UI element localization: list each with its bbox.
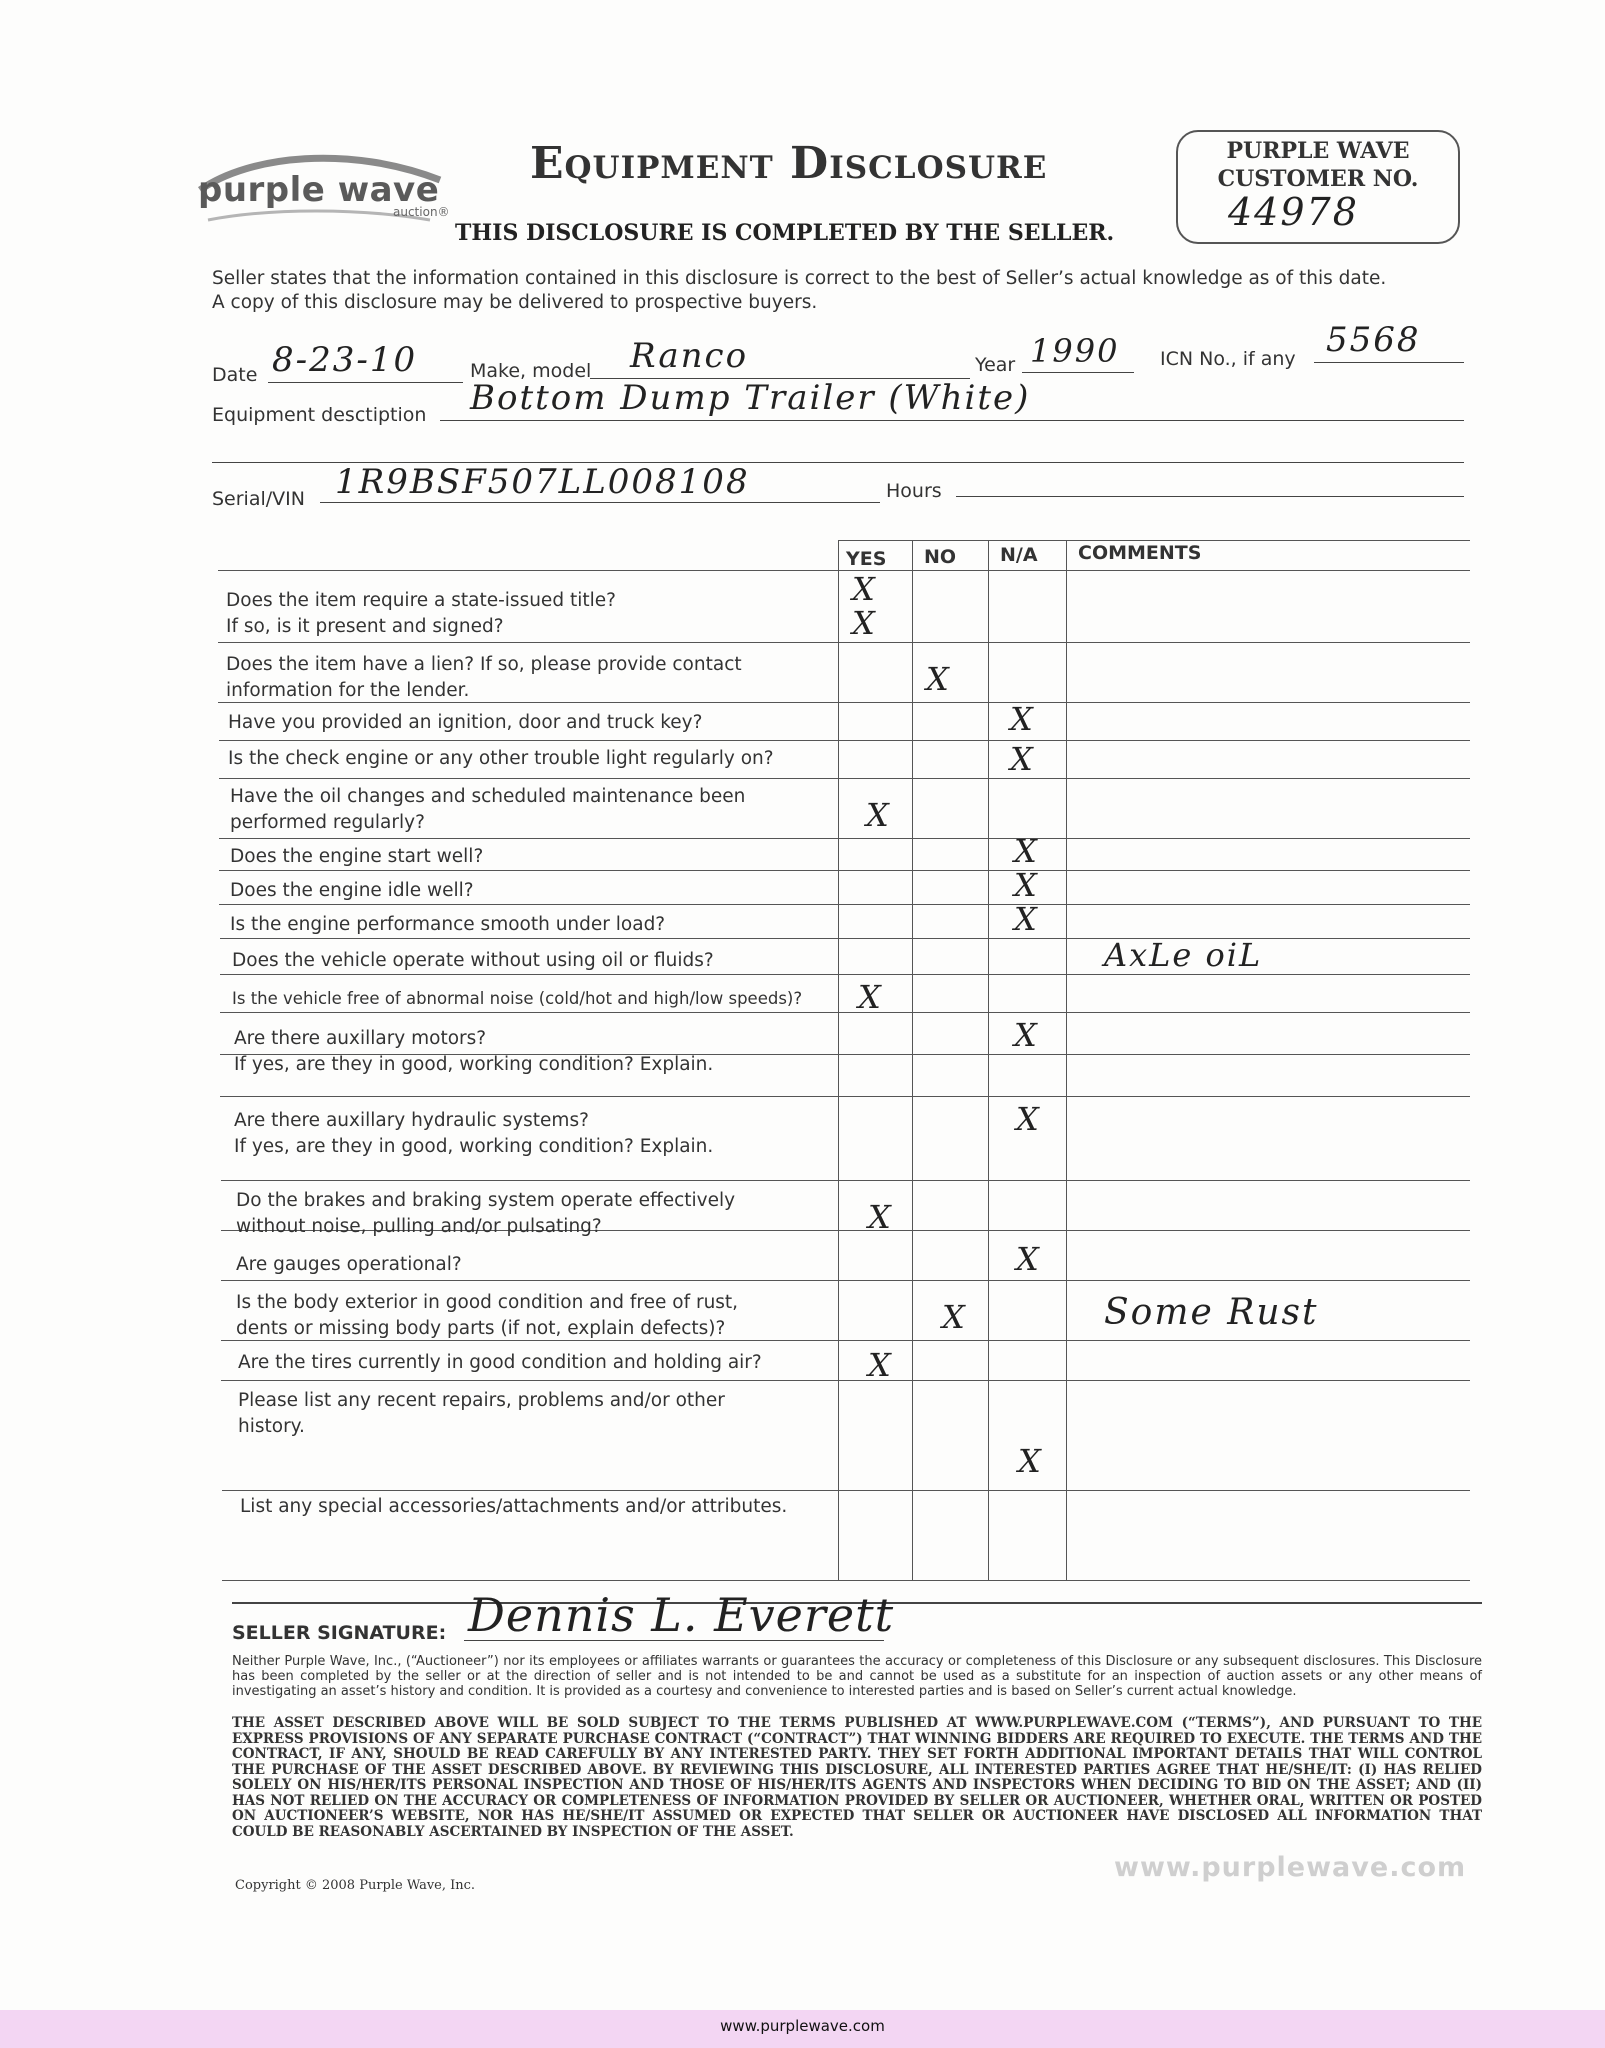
grid-row-line: [219, 904, 1470, 905]
recent-repairs-na-mark[interactable]: X: [1018, 1442, 1041, 1480]
engine-start-na-mark[interactable]: X: [1014, 832, 1037, 870]
make-model-field[interactable]: Ranco: [630, 336, 749, 376]
grid-row-line: [222, 1580, 1470, 1581]
grid-row-line: [221, 1180, 1470, 1181]
make-label: Make, model: [470, 360, 592, 382]
customer-label-line2: CUSTOMER NO.: [1217, 166, 1419, 192]
grid-row-line: [218, 642, 1470, 643]
question-oil-fluids: Does the vehicle operate without using oil or fluids?: [232, 950, 714, 971]
grid-column-line: [988, 540, 989, 1580]
purplewave-watermark: www.purplewave.com: [1114, 1852, 1467, 1883]
question-body-exterior: Is the body exterior in good condition and free of rust, dents or missing body parts (if not, explain defects)?: [236, 1292, 739, 1339]
question-tires: Are the tires currently in good condition and holding air?: [238, 1352, 762, 1373]
question-aux-motors: Are there auxillary motors? If yes, are they in good, working condition? Explain.: [234, 1028, 714, 1075]
yes-column-header: YES: [846, 548, 887, 570]
date-field[interactable]: 8-23-10: [272, 340, 418, 380]
grid-row-line: [220, 974, 1470, 975]
engine-performance-na-mark[interactable]: X: [1014, 900, 1037, 938]
gauges-na-mark[interactable]: X: [1016, 1240, 1039, 1278]
question-keys: Have you provided an ignition, door and truck key?: [228, 712, 703, 733]
lien-no-mark[interactable]: X: [926, 660, 949, 698]
grid-row-line: [218, 570, 1470, 571]
customer-number-value[interactable]: 44978: [1228, 190, 1359, 234]
description-label: Equipment desctiption: [212, 404, 427, 426]
question-aux-hydraulics: Are there auxillary hydraulic systems? If yes, are they in good, working condition? Explain.: [234, 1110, 714, 1157]
grid-row-line: [222, 1490, 1470, 1491]
aux-hydraulics-na-mark[interactable]: X: [1016, 1100, 1039, 1138]
intro-line-2: A copy of this disclosure may be delivered to prospective buyers.: [212, 292, 818, 313]
check-engine-na-mark[interactable]: X: [1010, 740, 1033, 778]
signature-label: SELLER SIGNATURE:: [232, 1622, 447, 1644]
grid-row-line: [220, 1096, 1470, 1097]
serial-vin-field[interactable]: 1R9BSF507LL008108: [335, 462, 750, 502]
aux-motors-na-mark[interactable]: X: [1014, 1016, 1037, 1054]
icn-label: ICN No., if any: [1160, 348, 1296, 370]
copyright-text: Copyright © 2008 Purple Wave, Inc.: [235, 1878, 476, 1893]
tires-yes-mark[interactable]: X: [868, 1346, 891, 1384]
year-label: Year: [975, 354, 1016, 376]
grid-row-line: [220, 938, 1470, 939]
keys-na-mark[interactable]: X: [1010, 700, 1033, 738]
hours-label: Hours: [886, 480, 942, 502]
grid-row-line: [219, 740, 1470, 741]
comments-column-header: COMMENTS: [1078, 542, 1202, 564]
grid-row-line: [221, 1380, 1470, 1381]
question-engine-performance: Is the engine performance smooth under load?: [230, 914, 666, 935]
equipment-description-field[interactable]: Bottom Dump Trailer (White): [470, 378, 1031, 418]
brakes-yes-mark[interactable]: X: [868, 1198, 891, 1236]
oil-changes-yes-mark[interactable]: X: [866, 796, 889, 834]
grid-row-line: [219, 870, 1470, 871]
question-abnormal-noise: Is the vehicle free of abnormal noise (cold/hot and high/low speeds)?: [232, 989, 803, 1008]
question-oil-changes: Have the oil changes and scheduled maintenance been performed regularly?: [230, 786, 746, 833]
title-required-yes-mark[interactable]: X: [852, 570, 875, 608]
title-signed-yes-mark[interactable]: X: [852, 604, 875, 642]
abnormal-noise-yes-mark[interactable]: X: [858, 978, 881, 1016]
customer-label-line1: PURPLE WAVE: [1226, 138, 1410, 164]
customer-number-box: [1176, 130, 1460, 244]
no-column-header: NO: [924, 546, 957, 568]
grid-row-line: [219, 778, 1470, 779]
question-engine-start: Does the engine start well?: [230, 846, 484, 867]
oil-fluids-comment[interactable]: AxLe oiL: [1104, 936, 1263, 974]
page-title: Equipment Disclosure: [530, 138, 1048, 189]
grid-row-line: [220, 1012, 1470, 1013]
brand-name: purple wave: [198, 170, 440, 210]
grid-row-line: [221, 1280, 1470, 1281]
year-field[interactable]: 1990: [1030, 332, 1120, 370]
serial-label: Serial/VIN: [212, 488, 305, 510]
page-subtitle: THIS DISCLOSURE IS COMPLETED BY THE SELLER.: [455, 220, 1115, 246]
question-gauges: Are gauges operational?: [236, 1254, 462, 1275]
date-label: Date: [212, 364, 258, 386]
engine-idle-na-mark[interactable]: X: [1014, 866, 1037, 904]
terms-text: THE ASSET DESCRIBED ABOVE WILL BE SOLD SUBJECT TO THE TERMS PUBLISHED AT WWW.PURPLEWAVE.COM (“TERMS”), AND PURSUANT TO THE EXPRESS PROVISIONS OF ANY SEPARATE PURCHASE CONTRACT (“CONTRACT”) THAT WINNING BIDDERS ARE REQUIRED TO EXECUTE. THE TERMS AND THE CONTRACT, IF ANY, SHOULD BE READ CAREFULLY BY ANY INTERESTED PARTY. THEY SET FORTH ADDITIONAL IMPORTANT DETAILS THAT WILL CONTROL THE PURCHASE OF THE ASSET DESCRIBED ABOVE. BY REVIEWING THIS DISCLOSURE, ALL INTERESTED PARTIES AGREE THAT HE/SHE/IT: (I) HAS RELIED SOLELY ON HIS/HER/ITS PERSONAL INSPECTION AND THOSE OF HIS/HER/ITS AGENTS AND INSPECTORS WHEN DECIDING TO BID ON THE ASSET; AND (II) HAS NOT RELIED ON THE ACCURACY OR COMPLETENESS OF INFORMATION PROVIDED BY SELLER OR AUCTIONEER, WHETHER ORAL, WRITTEN OR POSTED ON AUCTIONEER’S WEBSITE, NOR HAS HE/SHE/IT ASSUMED OR EXPECTED THAT SELLER OR AUCTIONEER HAVE DISCLOSED ALL INFORMATION THAT COULD BE REASONABLY ASCERTAINED BY INSPECTION OF THE ASSET.: [232, 1715, 1482, 1840]
seller-signature[interactable]: Dennis L. Everett: [468, 1588, 895, 1642]
grid-column-line: [1066, 540, 1067, 1580]
icn-field[interactable]: 5568: [1326, 320, 1421, 360]
question-check-engine: Is the check engine or any other trouble light regularly on?: [228, 748, 774, 769]
question-recent-repairs: Please list any recent repairs, problems and/or other history.: [238, 1390, 725, 1437]
body-exterior-comment[interactable]: Some Rust: [1104, 1292, 1319, 1333]
grid-column-line: [912, 540, 913, 1580]
question-title: Does the item require a state-issued title? If so, is it present and signed?: [226, 590, 616, 637]
question-accessories: List any special accessories/attachments and/or attributes.: [240, 1496, 788, 1517]
disclaimer-text: Neither Purple Wave, Inc., (“Auctioneer”) nor its employees or affiliates warrants or guarantees the accuracy or completeness of this Disclosure or any subsequent disclosures. This Disclosure has been completed by the seller or at the direction of seller and is not intended to be and cannot be used as a substitute for an inspection of auction assets or any other means of investigating an asset’s history and condition. It is provided as a courtesy and convenience to interested parties and is based on Seller’s current actual knowledge.: [232, 1654, 1482, 1699]
question-engine-idle: Does the engine idle well?: [230, 880, 474, 901]
grid-row-line: [219, 838, 1470, 839]
grid-header-line: [838, 540, 1470, 541]
body-exterior-no-mark[interactable]: X: [942, 1298, 965, 1336]
intro-line-1: Seller states that the information contained in this disclosure is correct to the best of Seller’s actual knowledge as of this date.: [212, 268, 1387, 289]
question-lien: Does the item have a lien? If so, please provide contact information for the lender.: [226, 654, 742, 701]
brand-sub: auction®: [393, 205, 450, 219]
footer-url[interactable]: www.purplewave.com: [720, 2017, 885, 2035]
question-brakes: Do the brakes and braking system operate effectively without noise, pulling and/or pulsating?: [236, 1190, 736, 1237]
na-column-header: N/A: [1000, 544, 1038, 566]
